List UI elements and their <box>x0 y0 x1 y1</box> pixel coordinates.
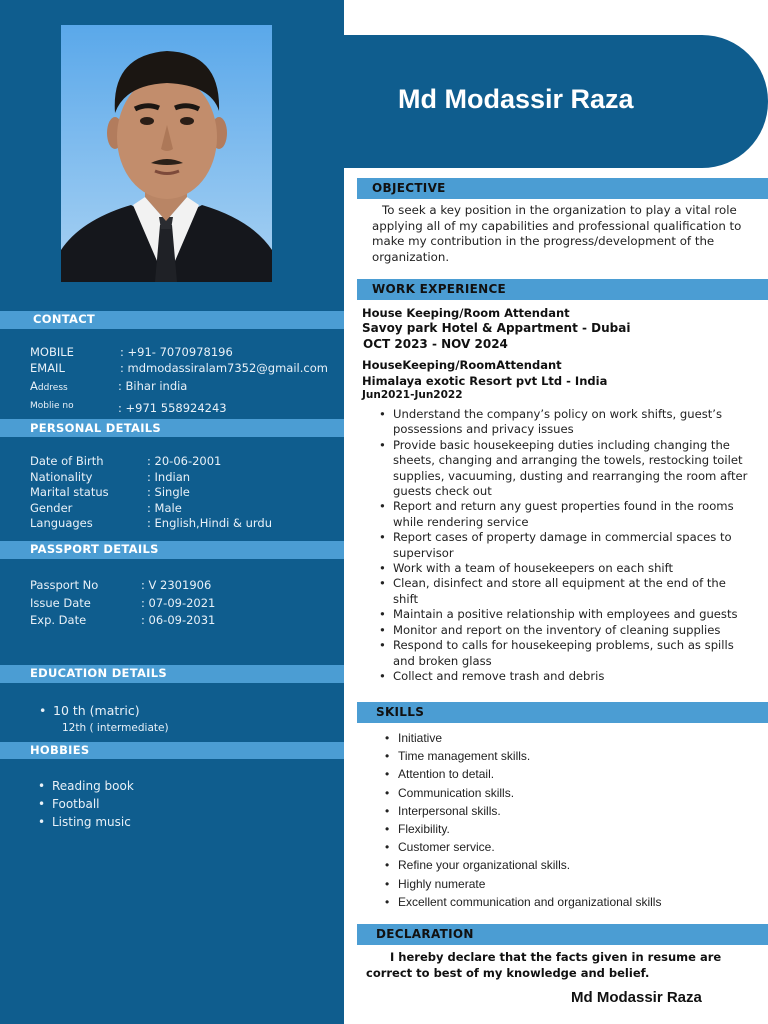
objective-heading: OBJECTIVE <box>357 178 768 199</box>
duty-item: • Maintain a positive relationship with employees and guests <box>393 607 753 622</box>
passport-no-value: : V 2301906 <box>141 578 212 592</box>
contact-email-value: : mdmodassiralam7352@gmail.com <box>120 361 328 375</box>
duty-item: • Report and return any guest properties found in the rooms while rendering service <box>393 499 753 530</box>
duty-item: • Provide basic housekeeping duties including changing the sheets, changing and arranging the towels, restocking toilet supplies, vacuuming, dusting and rearranging the room after guests check out <box>393 438 753 500</box>
exp-date-label: Exp. Date <box>30 613 87 627</box>
issue-date-value: : 07-09-2021 <box>141 596 216 610</box>
skill-item: • Excellent communication and organizational skills <box>398 893 661 911</box>
job2-title: HouseKeeping/RoomAttendant <box>362 358 562 372</box>
job2-company: Himalaya exotic Resort pvt Ltd - India <box>362 374 608 388</box>
contact-mobile2-value: : +971 558924243 <box>118 401 227 415</box>
skill-item: • Highly numerate <box>398 875 661 893</box>
hobby-item: • Listing music <box>52 815 131 829</box>
contact-address-label <box>30 379 68 393</box>
passport-heading: PASSPORT DETAILS <box>0 541 344 559</box>
marital-value: : Single <box>147 485 190 499</box>
duty-item: • Report cases of property damage in commercial spaces to supervisor <box>393 530 753 561</box>
duty-item: • Monitor and report on the inventory of cleaning supplies <box>393 623 753 638</box>
skills-heading: SKILLS <box>357 702 768 723</box>
job1-company: Savoy park Hotel & Appartment - Dubai <box>362 321 631 335</box>
job2-dates: Jun2021-Jun2022 <box>362 389 463 401</box>
skill-item: • Time management skills. <box>398 747 661 765</box>
duty-item: • Respond to calls for housekeeping problems, such as spills and broken glass <box>393 638 753 669</box>
signature-name: Md Modassir Raza <box>571 989 702 1006</box>
skill-item: • Customer service. <box>398 838 661 856</box>
nationality-value: : Indian <box>147 470 191 484</box>
education-item: • 10 th (matric) <box>53 703 140 718</box>
duties-list <box>393 407 753 684</box>
contact-mobile2-label: Moblie no <box>30 401 74 411</box>
sidebar <box>0 0 344 1024</box>
skill-item: • Interpersonal skills. <box>398 802 661 820</box>
issue-date-label: Issue Date <box>30 596 91 610</box>
duty-item: • Work with a team of housekeepers on each shift <box>393 561 753 576</box>
dob-value: : 20-06-2001 <box>147 454 222 468</box>
job1-dates: OCT 2023 - NOV 2024 <box>363 337 508 351</box>
education-heading: EDUCATION DETAILS <box>0 665 344 683</box>
passport-no-label: Passport No <box>30 578 99 592</box>
languages-value: : English,Hindi & urdu <box>147 516 273 530</box>
contact-address-value: : Bihar india <box>118 379 188 393</box>
marital-label: Marital status <box>30 485 109 499</box>
work-heading: WORK EXPERIENCE <box>357 279 768 300</box>
languages-label: Languages <box>30 516 93 530</box>
contact-heading: CONTACT <box>0 311 344 329</box>
skill-item: • Initiative <box>398 729 661 747</box>
hobbies-heading: HOBBIES <box>0 742 344 759</box>
exp-date-value: : 06-09-2031 <box>141 613 216 627</box>
contact-email-label: EMAIL <box>30 361 65 375</box>
duty-item: • Understand the company’s policy on work shifts, guest’s possessions and privacy issues <box>393 407 753 438</box>
address-label-initial: A <box>30 379 38 393</box>
gender-value: : Male <box>147 501 182 515</box>
job1-title: House Keeping/Room Attendant <box>362 306 570 320</box>
hobby-item: • Football <box>52 797 100 811</box>
skill-item: • Attention to detail. <box>398 765 661 783</box>
skill-item: • Flexibility. <box>398 820 661 838</box>
education-sub: 12th ( intermediate) <box>62 722 169 734</box>
profile-photo <box>61 25 272 282</box>
objective-text: To seek a key position in the organization to play a vital role applying all of my capabilities and professional qualification to make my contribution in the progress/development of the organization. <box>372 203 742 264</box>
nationality-label: Nationality <box>30 470 93 484</box>
candidate-name: Md Modassir Raza <box>398 84 634 114</box>
skill-item: • Refine your organizational skills. <box>398 856 661 874</box>
contact-mobile-label: MOBILE <box>30 345 74 359</box>
contact-mobile-value: : +91- 7070978196 <box>120 345 233 359</box>
duty-item: • Collect and remove trash and debris <box>393 669 753 684</box>
declaration-heading: DECLARATION <box>357 924 768 945</box>
dob-label: Date of Birth <box>30 454 104 468</box>
duty-item: • Clean, disinfect and store all equipment at the end of the shift <box>393 576 753 607</box>
hobby-item: • Reading book <box>52 779 134 793</box>
address-label-rest: ddress <box>37 383 68 393</box>
personal-heading: PERSONAL DETAILS <box>0 419 344 437</box>
declaration-text: I hereby declare that the facts given in resume are correct to best of my knowledge and belief. <box>366 950 722 980</box>
skill-item: • Communication skills. <box>398 784 661 802</box>
skills-list <box>398 729 661 911</box>
gender-label: Gender <box>30 501 73 515</box>
